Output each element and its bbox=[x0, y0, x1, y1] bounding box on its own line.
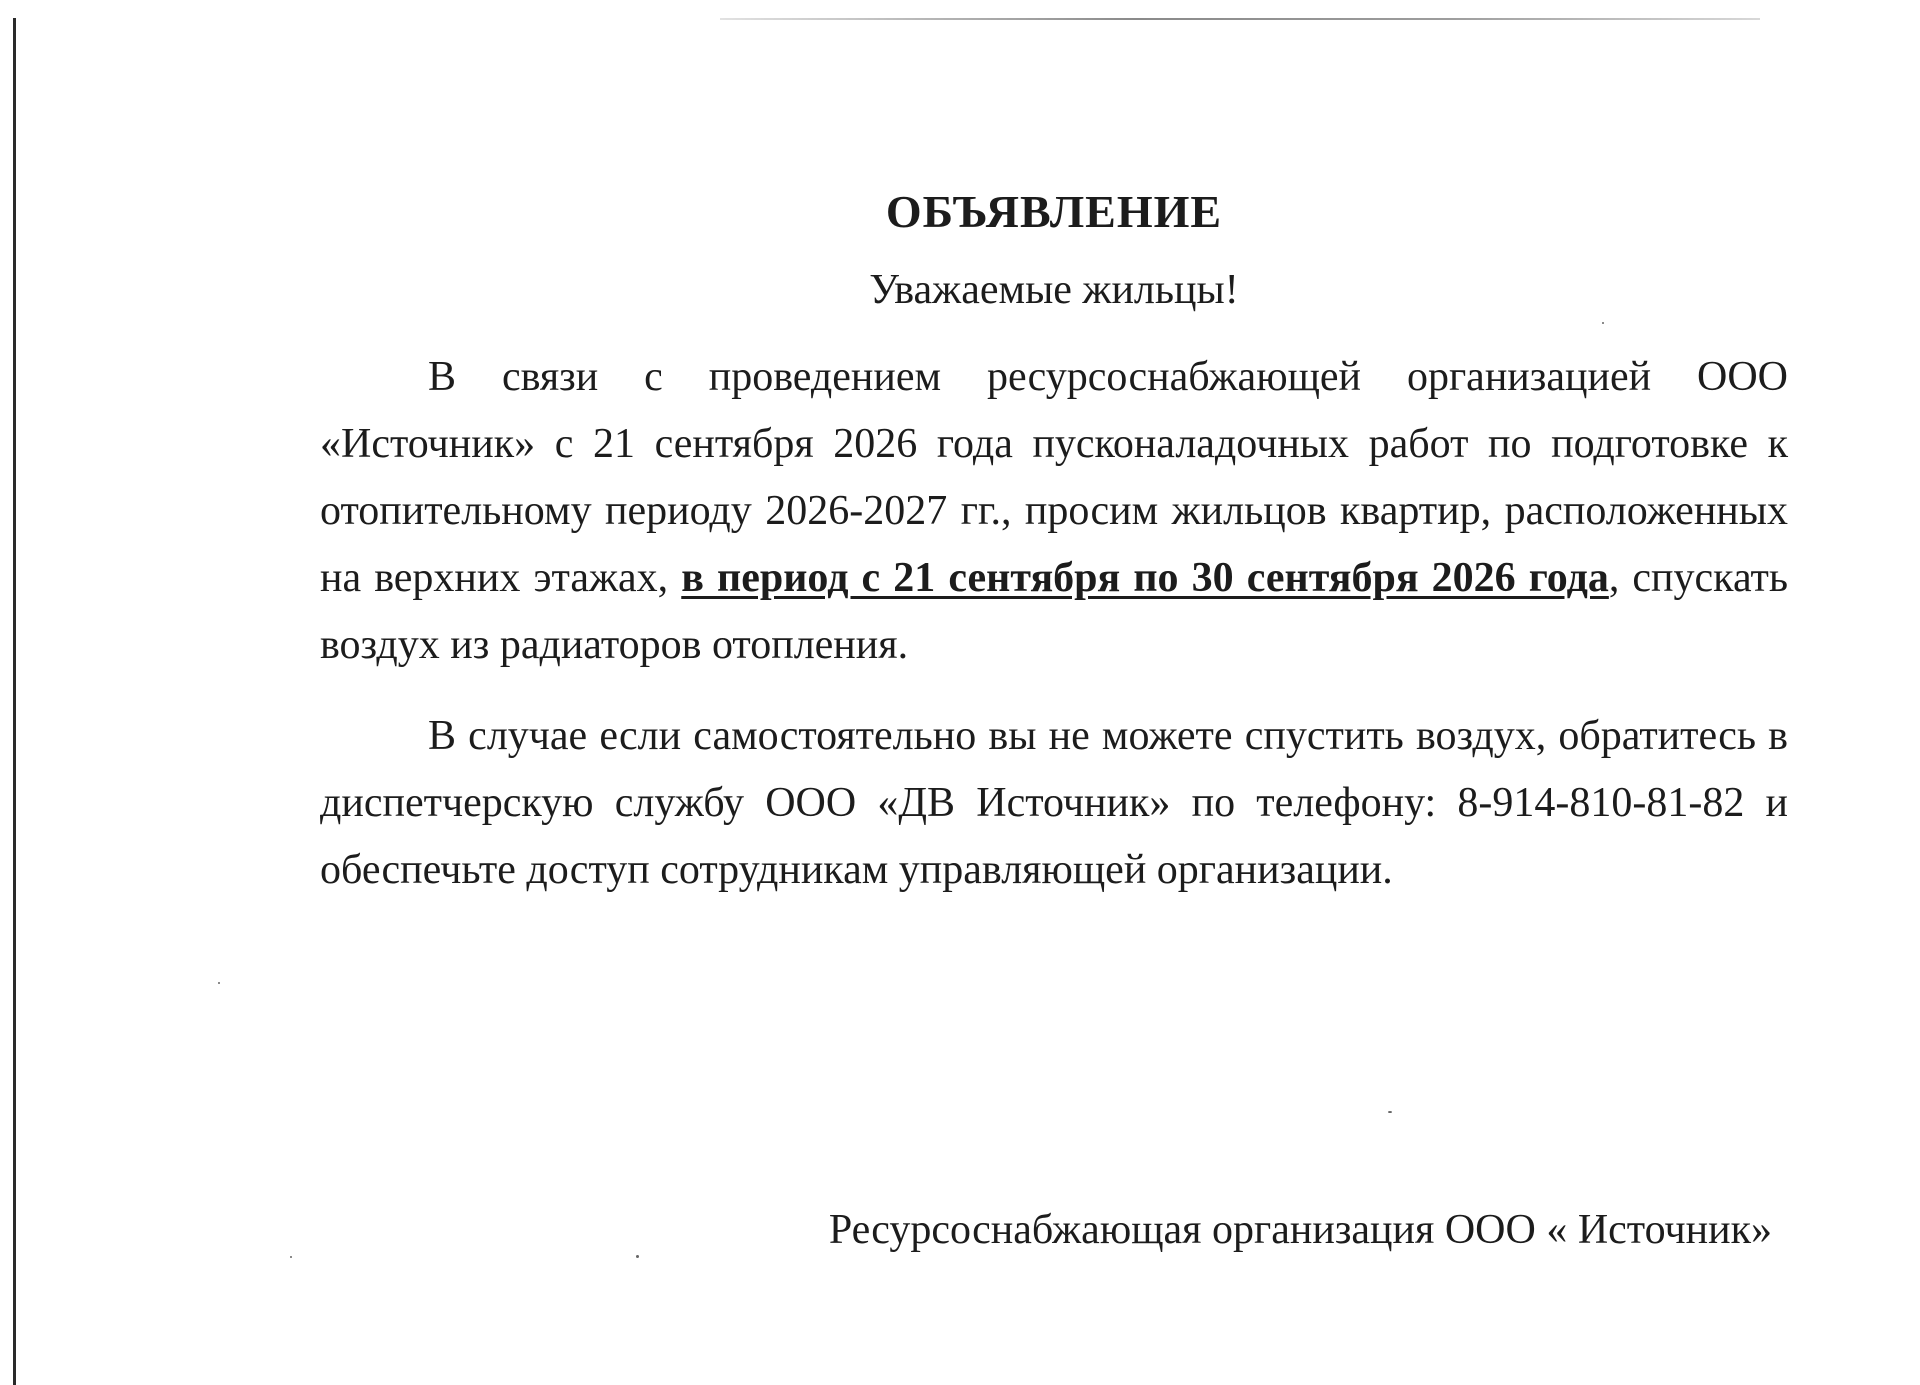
emphasized-period: в период с 21 сентября по 30 сентября 2026 года bbox=[681, 555, 1609, 601]
scan-speck bbox=[1388, 1111, 1392, 1113]
scan-speck bbox=[636, 1255, 639, 1258]
signature-line: Ресурсоснабжающая организация ООО « Источник» bbox=[828, 1207, 1772, 1253]
scan-speck bbox=[290, 1256, 292, 1258]
paragraph-main-tail: , спускать воздух из радиаторов отопления. bbox=[320, 555, 1789, 668]
greeting: Уважаемые жильцы! bbox=[869, 267, 1239, 313]
paragraph-contact: В случае если самостоятельно вы не можете спустить воздух, обратитесь в диспетчерскую службу ООО «ДВ Источник» по телефону: 8-914-810-81-82 и обеспечьте доступ сотрудникам управляющей организации. bbox=[320, 713, 1788, 893]
scan-speck bbox=[218, 982, 220, 984]
paragraph-main bbox=[320, 344, 1788, 679]
paragraph-main-text: В связи с проведением ресурсоснабжающей организацией ООО «Источник» с 21 сентября 2026 года пусконаладочных работ по подготовке к отопительному периоду 2026-2027 гг., просим жильцов квартир, расположенных на верхних этажах, bbox=[320, 354, 1788, 601]
notice-content bbox=[320, 185, 1788, 904]
scan-edge-left bbox=[13, 18, 16, 1385]
document-title: ОБЪЯВЛЕНИЕ bbox=[885, 186, 1223, 237]
scan-edge-top bbox=[720, 18, 1760, 20]
